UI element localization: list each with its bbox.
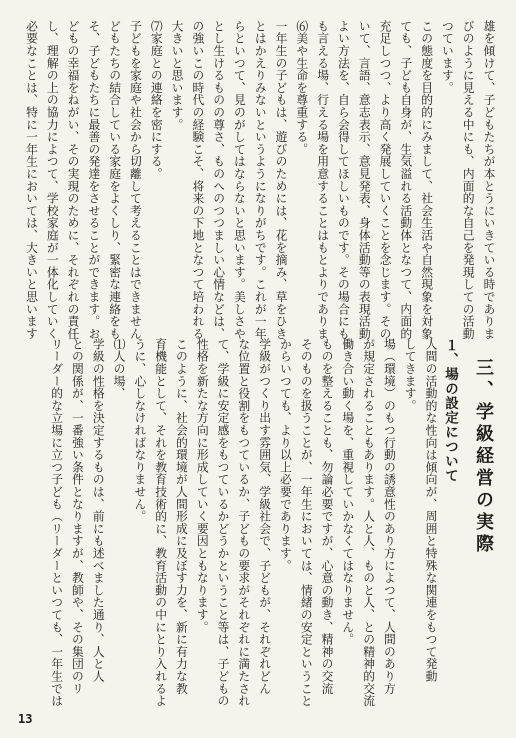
section-title: 三、学級経営の実際	[473, 358, 494, 556]
text-column: らといつて、見のがしてはならないと思います。美しさや	[232, 20, 247, 340]
text-column: いて、言語、意志表示、意見発表、身体活動等の表現活動	[357, 20, 372, 340]
text-column: リーダー的な立場に立つ子ども（リーダーといつても、一年生では	[49, 338, 64, 707]
text-column: そ、子どもたちに最善の発達をさせることができます。お	[86, 20, 101, 340]
text-column: ものを整えることも、勿論必要ですが、心意の動き、精神の交流	[320, 338, 335, 695]
subsection-title: １、場の設定について	[442, 338, 458, 483]
text-column: してきます。	[403, 338, 418, 412]
text-column: な位置と役割をもつているか、子どもの要求がそれぞれに満たされ	[236, 338, 251, 707]
text-column: 大きいと思います。	[170, 20, 185, 131]
text-column: 雄を傾けて、子どもたちが本とうにいきている時でありま	[482, 20, 496, 340]
text-column: うに、心しなければなりません。	[132, 338, 147, 523]
text-column: が規定されることもあります。人と人、ものと人、との精神的交流	[361, 338, 376, 707]
text-column: どもの幸福をねがい、その実現のために、それぞれの責任	[66, 20, 81, 340]
text-column: 充足しつつ、より高く発展していくことを念じます。その	[378, 20, 393, 340]
section-block	[41, 318, 496, 718]
text-column: ても、子ども自身が、生気溢れる活動体となつて、内面的	[398, 20, 413, 340]
text-column: ⑴人の場、	[112, 338, 127, 400]
text-column: ⑺家庭との連絡を密にする。	[149, 20, 164, 180]
text-column: 必要なことは、特に一年生においては、大きいと思います	[24, 20, 39, 340]
text-column: 子どもを家庭や社会から切離して考えることはできません	[128, 20, 143, 340]
text-column: どもたちの結合している家庭をよくしり、緊密な連絡をも	[107, 20, 122, 340]
text-column: とはかえりみないというようになりがちです。これが一年	[253, 20, 268, 340]
text-column: つています。	[440, 20, 455, 94]
text-column: びのように見える中にも、内面的な自己を発現しての活動	[461, 20, 476, 340]
text-column: 育機能として、それを教育技術的に、教育活動の中にとり入れるよ	[153, 338, 168, 707]
text-column: て、学級に安定感をもつているかどうかということ等は、子どもの	[216, 338, 231, 707]
text-column: そのものを扱うことが、一年生においては、情緒の安定ということ	[299, 338, 314, 707]
text-column: ⑹美や生命を尊重する。	[294, 20, 309, 156]
text-column: 働き合い動く場を、重視していかなくてはなりません。	[340, 338, 355, 646]
text-column: 学級の性格を決定するものは、前にも述べました通り、人と人	[91, 338, 106, 683]
text-column: の強いこの時代の経験こそ、将来の下地となつて培われる	[190, 20, 205, 340]
text-column: よい方法を、自ら会得してほしいものです。その場合にも	[336, 20, 351, 340]
text-column: このように、社会的環境が人間形成に及ぼす力を、新に有力な教	[174, 338, 189, 695]
text-column: も言える場、行える場を用意することはもとよりでありま	[315, 20, 330, 340]
text-column: との関係が、一番強い条件となりますが、教師や、その集団のリ	[70, 338, 85, 695]
text-column: 性格を新たな方向に形成していく要因ともなります。	[195, 338, 210, 634]
text-column: とし生けるものの尊さ、ものへのつつましい心情などは、	[211, 20, 226, 340]
text-column: 一年生の子どもは、遊びのためには、花を摘み、草をひき	[274, 20, 289, 340]
text-column: 場（環境）のもつ行動の誘意性のあり方によつて、人間のあり方	[382, 338, 397, 695]
page-number: 13	[18, 712, 33, 726]
vertical-text-body	[16, 20, 496, 340]
text-column: 学級がつくり出す雰囲気、学級社会で、子どもが、それぞれどん	[257, 338, 272, 695]
text-column: 人間の活動的な性向は傾向が、周囲と特殊な関連をもつて発動	[424, 338, 438, 683]
text-column: からいつても、より以上必要であります。	[278, 338, 293, 572]
text-column: し、理解の上の協力によつて、学校家庭が一体化していく	[45, 20, 60, 340]
text-column: この態度を目的的にみまして、社会生活や自然現象を対象	[419, 20, 434, 340]
